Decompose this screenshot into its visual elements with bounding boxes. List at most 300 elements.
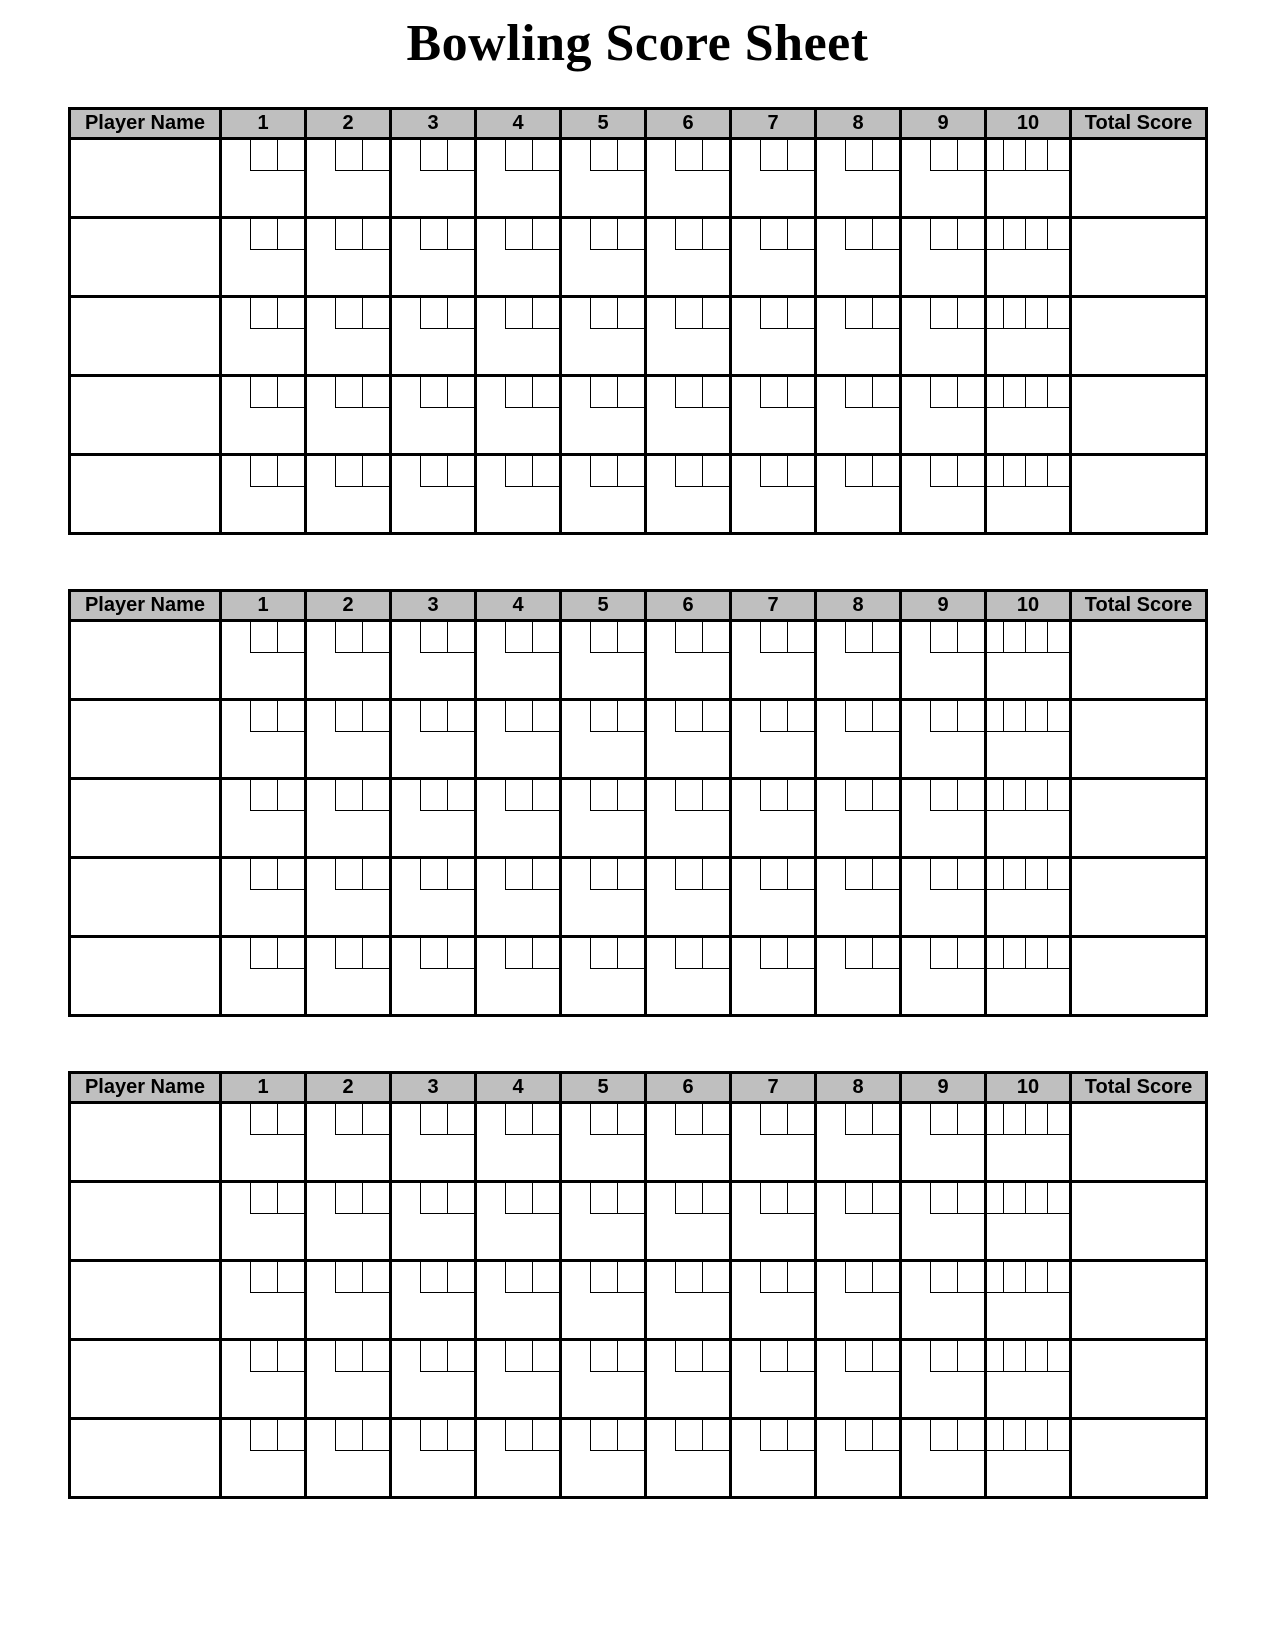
throw-box[interactable] <box>702 938 729 968</box>
frame-cell-4[interactable] <box>476 376 561 455</box>
frame-cell-1[interactable] <box>221 218 306 297</box>
frame-cell-5[interactable] <box>561 1419 646 1498</box>
throw-box[interactable] <box>1047 1104 1069 1134</box>
throw-box[interactable] <box>617 456 644 486</box>
throw-box[interactable] <box>1003 1341 1025 1371</box>
throw-box[interactable] <box>872 1262 899 1292</box>
throw-box[interactable] <box>1003 1183 1025 1213</box>
throw-box[interactable] <box>590 456 617 486</box>
throw-box[interactable] <box>1047 938 1069 968</box>
frame-cell-3[interactable] <box>391 455 476 534</box>
frame-cell-6[interactable] <box>646 937 731 1016</box>
frame-cell-2[interactable] <box>306 218 391 297</box>
frame-cell-3[interactable] <box>391 1261 476 1340</box>
frame-cell-3[interactable] <box>391 937 476 1016</box>
frame-cell-4[interactable] <box>476 455 561 534</box>
throw-box[interactable] <box>590 701 617 731</box>
throw-box[interactable] <box>532 377 559 407</box>
frame-cell-6[interactable] <box>646 139 731 218</box>
throw-box[interactable] <box>957 1420 984 1450</box>
frame-cell-1[interactable] <box>221 937 306 1016</box>
throw-box[interactable] <box>930 780 957 810</box>
frame-cell-8[interactable] <box>816 1103 901 1182</box>
throw-box[interactable] <box>1047 1262 1069 1292</box>
throw-box[interactable] <box>845 377 872 407</box>
throw-box[interactable] <box>362 219 389 249</box>
throw-box[interactable] <box>250 859 277 889</box>
throw-box[interactable] <box>420 1104 447 1134</box>
player-name-cell[interactable] <box>70 376 221 455</box>
throw-box[interactable] <box>760 859 787 889</box>
frame-cell-6[interactable] <box>646 455 731 534</box>
throw-box[interactable] <box>1025 622 1047 652</box>
frame-cell-9[interactable] <box>901 297 986 376</box>
throw-box[interactable] <box>335 780 362 810</box>
frame-cell-9[interactable] <box>901 700 986 779</box>
throw-box[interactable] <box>760 938 787 968</box>
throw-box[interactable] <box>872 938 899 968</box>
throw-box[interactable] <box>930 298 957 328</box>
player-name-cell[interactable] <box>70 779 221 858</box>
throw-box[interactable] <box>957 780 984 810</box>
throw-box[interactable] <box>957 859 984 889</box>
throw-box[interactable] <box>872 298 899 328</box>
throw-box[interactable] <box>1025 701 1047 731</box>
throw-box[interactable] <box>362 622 389 652</box>
frame-cell-7[interactable] <box>731 1340 816 1419</box>
throw-box[interactable] <box>787 456 814 486</box>
frame-cell-9[interactable] <box>901 779 986 858</box>
throw-box[interactable] <box>845 1262 872 1292</box>
throw-box[interactable] <box>1003 140 1025 170</box>
throw-box[interactable] <box>335 1341 362 1371</box>
throw-box[interactable] <box>675 377 702 407</box>
frame-cell-1[interactable] <box>221 297 306 376</box>
frame-cell-10[interactable] <box>986 1419 1071 1498</box>
frame-cell-8[interactable] <box>816 858 901 937</box>
frame-cell-6[interactable] <box>646 700 731 779</box>
frame-cell-2[interactable] <box>306 700 391 779</box>
throw-box[interactable] <box>675 1262 702 1292</box>
throw-box[interactable] <box>675 298 702 328</box>
throw-box[interactable] <box>590 298 617 328</box>
throw-box[interactable] <box>1003 622 1025 652</box>
frame-cell-8[interactable] <box>816 779 901 858</box>
throw-box[interactable] <box>420 1420 447 1450</box>
throw-box[interactable] <box>250 219 277 249</box>
throw-box[interactable] <box>505 622 532 652</box>
throw-box[interactable] <box>420 859 447 889</box>
throw-box[interactable] <box>930 938 957 968</box>
throw-box[interactable] <box>845 219 872 249</box>
total-score-cell[interactable] <box>1071 700 1207 779</box>
throw-box[interactable] <box>930 219 957 249</box>
frame-cell-9[interactable] <box>901 376 986 455</box>
throw-box[interactable] <box>420 622 447 652</box>
throw-box[interactable] <box>250 1104 277 1134</box>
frame-cell-10[interactable] <box>986 1261 1071 1340</box>
throw-box[interactable] <box>872 780 899 810</box>
frame-cell-8[interactable] <box>816 937 901 1016</box>
throw-box[interactable] <box>872 622 899 652</box>
throw-box[interactable] <box>250 1341 277 1371</box>
frame-cell-4[interactable] <box>476 700 561 779</box>
throw-box[interactable] <box>957 1341 984 1371</box>
throw-box[interactable] <box>760 701 787 731</box>
throw-box[interactable] <box>675 1183 702 1213</box>
throw-box[interactable] <box>362 780 389 810</box>
total-score-cell[interactable] <box>1071 1182 1207 1261</box>
frame-cell-7[interactable] <box>731 139 816 218</box>
throw-box[interactable] <box>957 456 984 486</box>
frame-cell-2[interactable] <box>306 937 391 1016</box>
throw-box[interactable] <box>617 622 644 652</box>
throw-box[interactable] <box>447 1183 474 1213</box>
throw-box[interactable] <box>845 859 872 889</box>
player-name-cell[interactable] <box>70 1261 221 1340</box>
frame-cell-10[interactable] <box>986 621 1071 700</box>
frame-cell-5[interactable] <box>561 937 646 1016</box>
frame-cell-7[interactable] <box>731 700 816 779</box>
frame-cell-7[interactable] <box>731 297 816 376</box>
throw-box[interactable] <box>447 1104 474 1134</box>
frame-cell-7[interactable] <box>731 1419 816 1498</box>
throw-box[interactable] <box>787 219 814 249</box>
throw-box[interactable] <box>335 1183 362 1213</box>
total-score-cell[interactable] <box>1071 937 1207 1016</box>
throw-box[interactable] <box>447 859 474 889</box>
throw-box[interactable] <box>787 859 814 889</box>
frame-cell-2[interactable] <box>306 455 391 534</box>
throw-box[interactable] <box>760 1262 787 1292</box>
frame-cell-10[interactable] <box>986 858 1071 937</box>
throw-box[interactable] <box>845 701 872 731</box>
throw-box[interactable] <box>617 219 644 249</box>
frame-cell-3[interactable] <box>391 218 476 297</box>
frame-cell-2[interactable] <box>306 621 391 700</box>
frame-cell-9[interactable] <box>901 455 986 534</box>
throw-box[interactable] <box>787 298 814 328</box>
throw-box[interactable] <box>702 1341 729 1371</box>
throw-box[interactable] <box>590 1262 617 1292</box>
throw-box[interactable] <box>845 1420 872 1450</box>
frame-cell-10[interactable] <box>986 1340 1071 1419</box>
frame-cell-8[interactable] <box>816 139 901 218</box>
frame-cell-8[interactable] <box>816 1340 901 1419</box>
throw-box[interactable] <box>447 622 474 652</box>
frame-cell-2[interactable] <box>306 779 391 858</box>
throw-box[interactable] <box>957 1183 984 1213</box>
throw-box[interactable] <box>617 1262 644 1292</box>
throw-box[interactable] <box>420 1262 447 1292</box>
frame-cell-7[interactable] <box>731 455 816 534</box>
player-name-cell[interactable] <box>70 858 221 937</box>
throw-box[interactable] <box>447 1420 474 1450</box>
frame-cell-7[interactable] <box>731 858 816 937</box>
frame-cell-6[interactable] <box>646 1419 731 1498</box>
throw-box[interactable] <box>335 938 362 968</box>
throw-box[interactable] <box>617 1341 644 1371</box>
frame-cell-3[interactable] <box>391 779 476 858</box>
total-score-cell[interactable] <box>1071 858 1207 937</box>
total-score-cell[interactable] <box>1071 1261 1207 1340</box>
throw-box[interactable] <box>702 859 729 889</box>
frame-cell-7[interactable] <box>731 1261 816 1340</box>
frame-cell-5[interactable] <box>561 779 646 858</box>
frame-cell-10[interactable] <box>986 376 1071 455</box>
frame-cell-5[interactable] <box>561 376 646 455</box>
throw-box[interactable] <box>1003 1104 1025 1134</box>
throw-box[interactable] <box>957 140 984 170</box>
frame-cell-4[interactable] <box>476 139 561 218</box>
frame-cell-6[interactable] <box>646 858 731 937</box>
frame-cell-7[interactable] <box>731 621 816 700</box>
throw-box[interactable] <box>872 1341 899 1371</box>
throw-box[interactable] <box>447 701 474 731</box>
throw-box[interactable] <box>930 1183 957 1213</box>
frame-cell-4[interactable] <box>476 297 561 376</box>
throw-box[interactable] <box>872 1420 899 1450</box>
total-score-cell[interactable] <box>1071 621 1207 700</box>
throw-box[interactable] <box>930 1420 957 1450</box>
throw-box[interactable] <box>532 140 559 170</box>
throw-box[interactable] <box>532 219 559 249</box>
throw-box[interactable] <box>787 938 814 968</box>
throw-box[interactable] <box>702 1262 729 1292</box>
throw-box[interactable] <box>532 298 559 328</box>
throw-box[interactable] <box>335 456 362 486</box>
throw-box[interactable] <box>505 701 532 731</box>
throw-box[interactable] <box>930 377 957 407</box>
frame-cell-2[interactable] <box>306 139 391 218</box>
throw-box[interactable] <box>617 780 644 810</box>
frame-cell-5[interactable] <box>561 700 646 779</box>
throw-box[interactable] <box>447 140 474 170</box>
throw-box[interactable] <box>590 377 617 407</box>
throw-box[interactable] <box>250 701 277 731</box>
throw-box[interactable] <box>590 859 617 889</box>
frame-cell-3[interactable] <box>391 621 476 700</box>
frame-cell-6[interactable] <box>646 1103 731 1182</box>
throw-box[interactable] <box>1025 140 1047 170</box>
throw-box[interactable] <box>362 701 389 731</box>
throw-box[interactable] <box>447 938 474 968</box>
frame-cell-10[interactable] <box>986 218 1071 297</box>
frame-cell-8[interactable] <box>816 1261 901 1340</box>
frame-cell-5[interactable] <box>561 1182 646 1261</box>
throw-box[interactable] <box>787 1341 814 1371</box>
throw-box[interactable] <box>590 140 617 170</box>
frame-cell-3[interactable] <box>391 1419 476 1498</box>
frame-cell-8[interactable] <box>816 376 901 455</box>
frame-cell-6[interactable] <box>646 1182 731 1261</box>
throw-box[interactable] <box>277 701 304 731</box>
throw-box[interactable] <box>505 1341 532 1371</box>
throw-box[interactable] <box>250 780 277 810</box>
throw-box[interactable] <box>362 1104 389 1134</box>
frame-cell-10[interactable] <box>986 779 1071 858</box>
throw-box[interactable] <box>277 622 304 652</box>
throw-box[interactable] <box>617 938 644 968</box>
throw-box[interactable] <box>335 701 362 731</box>
throw-box[interactable] <box>675 938 702 968</box>
throw-box[interactable] <box>1025 1183 1047 1213</box>
frame-cell-9[interactable] <box>901 858 986 937</box>
throw-box[interactable] <box>1003 219 1025 249</box>
throw-box[interactable] <box>420 938 447 968</box>
throw-box[interactable] <box>787 140 814 170</box>
frame-cell-5[interactable] <box>561 1261 646 1340</box>
throw-box[interactable] <box>362 298 389 328</box>
throw-box[interactable] <box>505 1183 532 1213</box>
throw-box[interactable] <box>250 938 277 968</box>
total-score-cell[interactable] <box>1071 779 1207 858</box>
throw-box[interactable] <box>1025 1262 1047 1292</box>
throw-box[interactable] <box>617 1183 644 1213</box>
throw-box[interactable] <box>617 1104 644 1134</box>
frame-cell-6[interactable] <box>646 376 731 455</box>
throw-box[interactable] <box>787 780 814 810</box>
frame-cell-5[interactable] <box>561 297 646 376</box>
throw-box[interactable] <box>1003 859 1025 889</box>
throw-box[interactable] <box>872 859 899 889</box>
throw-box[interactable] <box>532 701 559 731</box>
throw-box[interactable] <box>335 377 362 407</box>
throw-box[interactable] <box>532 1104 559 1134</box>
frame-cell-4[interactable] <box>476 1182 561 1261</box>
player-name-cell[interactable] <box>70 937 221 1016</box>
frame-cell-2[interactable] <box>306 1261 391 1340</box>
throw-box[interactable] <box>505 456 532 486</box>
frame-cell-5[interactable] <box>561 455 646 534</box>
throw-box[interactable] <box>872 377 899 407</box>
frame-cell-4[interactable] <box>476 1340 561 1419</box>
throw-box[interactable] <box>845 140 872 170</box>
player-name-cell[interactable] <box>70 621 221 700</box>
frame-cell-9[interactable] <box>901 1340 986 1419</box>
frame-cell-9[interactable] <box>901 621 986 700</box>
throw-box[interactable] <box>505 298 532 328</box>
player-name-cell[interactable] <box>70 297 221 376</box>
throw-box[interactable] <box>250 456 277 486</box>
frame-cell-6[interactable] <box>646 621 731 700</box>
throw-box[interactable] <box>250 1262 277 1292</box>
frame-cell-8[interactable] <box>816 455 901 534</box>
frame-cell-6[interactable] <box>646 218 731 297</box>
frame-cell-4[interactable] <box>476 1103 561 1182</box>
throw-box[interactable] <box>1025 938 1047 968</box>
throw-box[interactable] <box>420 780 447 810</box>
throw-box[interactable] <box>675 1341 702 1371</box>
frame-cell-4[interactable] <box>476 858 561 937</box>
throw-box[interactable] <box>420 456 447 486</box>
frame-cell-5[interactable] <box>561 621 646 700</box>
frame-cell-10[interactable] <box>986 139 1071 218</box>
throw-box[interactable] <box>930 1262 957 1292</box>
throw-box[interactable] <box>1047 780 1069 810</box>
throw-box[interactable] <box>702 1104 729 1134</box>
frame-cell-7[interactable] <box>731 1182 816 1261</box>
throw-box[interactable] <box>277 938 304 968</box>
throw-box[interactable] <box>1025 377 1047 407</box>
throw-box[interactable] <box>335 622 362 652</box>
frame-cell-5[interactable] <box>561 218 646 297</box>
throw-box[interactable] <box>760 456 787 486</box>
frame-cell-10[interactable] <box>986 297 1071 376</box>
frame-cell-4[interactable] <box>476 1261 561 1340</box>
throw-box[interactable] <box>930 622 957 652</box>
throw-box[interactable] <box>250 1420 277 1450</box>
throw-box[interactable] <box>1047 456 1069 486</box>
frame-cell-10[interactable] <box>986 1182 1071 1261</box>
throw-box[interactable] <box>1047 701 1069 731</box>
frame-cell-2[interactable] <box>306 858 391 937</box>
throw-box[interactable] <box>277 377 304 407</box>
throw-box[interactable] <box>277 298 304 328</box>
throw-box[interactable] <box>505 1104 532 1134</box>
frame-cell-1[interactable] <box>221 1182 306 1261</box>
throw-box[interactable] <box>675 219 702 249</box>
player-name-cell[interactable] <box>70 1182 221 1261</box>
throw-box[interactable] <box>1025 298 1047 328</box>
frame-cell-1[interactable] <box>221 1340 306 1419</box>
throw-box[interactable] <box>845 622 872 652</box>
frame-cell-8[interactable] <box>816 218 901 297</box>
throw-box[interactable] <box>447 1262 474 1292</box>
frame-cell-8[interactable] <box>816 1182 901 1261</box>
throw-box[interactable] <box>760 140 787 170</box>
frame-cell-7[interactable] <box>731 1103 816 1182</box>
frame-cell-5[interactable] <box>561 1340 646 1419</box>
throw-box[interactable] <box>760 622 787 652</box>
player-name-cell[interactable] <box>70 218 221 297</box>
throw-box[interactable] <box>420 219 447 249</box>
frame-cell-4[interactable] <box>476 779 561 858</box>
total-score-cell[interactable] <box>1071 1103 1207 1182</box>
throw-box[interactable] <box>957 938 984 968</box>
frame-cell-2[interactable] <box>306 376 391 455</box>
player-name-cell[interactable] <box>70 1419 221 1498</box>
throw-box[interactable] <box>277 1183 304 1213</box>
throw-box[interactable] <box>420 1183 447 1213</box>
throw-box[interactable] <box>872 219 899 249</box>
throw-box[interactable] <box>930 1104 957 1134</box>
throw-box[interactable] <box>957 622 984 652</box>
throw-box[interactable] <box>675 1420 702 1450</box>
frame-cell-2[interactable] <box>306 1419 391 1498</box>
throw-box[interactable] <box>787 1420 814 1450</box>
throw-box[interactable] <box>930 701 957 731</box>
frame-cell-1[interactable] <box>221 1103 306 1182</box>
throw-box[interactable] <box>675 1104 702 1134</box>
throw-box[interactable] <box>505 780 532 810</box>
throw-box[interactable] <box>505 859 532 889</box>
throw-box[interactable] <box>675 701 702 731</box>
throw-box[interactable] <box>930 140 957 170</box>
throw-box[interactable] <box>277 1420 304 1450</box>
throw-box[interactable] <box>617 377 644 407</box>
throw-box[interactable] <box>590 1183 617 1213</box>
throw-box[interactable] <box>505 377 532 407</box>
throw-box[interactable] <box>702 1183 729 1213</box>
throw-box[interactable] <box>335 140 362 170</box>
throw-box[interactable] <box>277 219 304 249</box>
throw-box[interactable] <box>590 1104 617 1134</box>
frame-cell-4[interactable] <box>476 1419 561 1498</box>
throw-box[interactable] <box>590 780 617 810</box>
throw-box[interactable] <box>845 1183 872 1213</box>
frame-cell-8[interactable] <box>816 700 901 779</box>
